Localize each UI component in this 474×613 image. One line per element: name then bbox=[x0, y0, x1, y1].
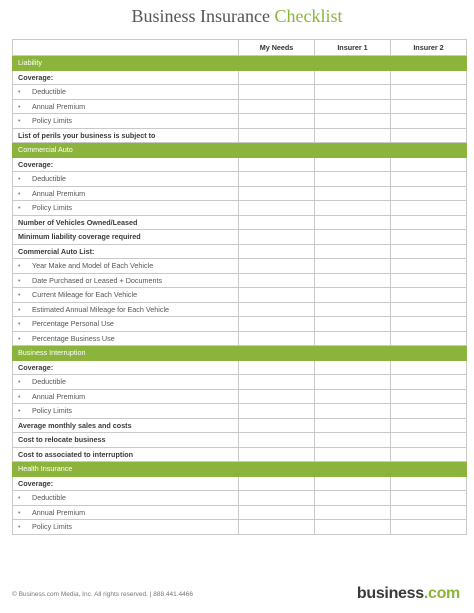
row-label: Year Make and Model of Each Vehicle bbox=[32, 261, 154, 271]
cell-insurer-2[interactable] bbox=[391, 157, 467, 172]
cell-my-needs[interactable] bbox=[239, 418, 315, 433]
section-header-row bbox=[13, 462, 467, 477]
header-cell-blank bbox=[13, 40, 239, 56]
cell-my-needs[interactable] bbox=[239, 433, 315, 448]
table-row bbox=[13, 99, 467, 114]
cell-insurer-1[interactable] bbox=[315, 418, 391, 433]
cell-insurer-2[interactable] bbox=[391, 331, 467, 346]
cell-insurer-2[interactable] bbox=[391, 505, 467, 520]
table-row bbox=[13, 259, 467, 274]
bullet-icon: • bbox=[18, 304, 21, 314]
table-row bbox=[13, 404, 467, 419]
table-row bbox=[13, 520, 467, 535]
row-item bbox=[13, 85, 239, 100]
row-item bbox=[13, 99, 239, 114]
cell-my-needs[interactable] bbox=[239, 215, 315, 230]
table-row bbox=[13, 157, 467, 172]
row-item bbox=[13, 317, 239, 332]
bullet-icon: • bbox=[18, 507, 21, 517]
cell-insurer-1[interactable] bbox=[315, 230, 391, 245]
bullet-icon: • bbox=[18, 101, 21, 111]
cell-insurer-1[interactable] bbox=[315, 447, 391, 462]
bullet-icon: • bbox=[18, 493, 21, 503]
row-item bbox=[13, 259, 239, 274]
row-label: Deductible bbox=[32, 174, 66, 184]
cell-insurer-2[interactable] bbox=[391, 172, 467, 187]
section-label: Commercial Auto bbox=[13, 143, 467, 158]
table-row bbox=[13, 418, 467, 433]
cell-insurer-2[interactable] bbox=[391, 230, 467, 245]
cell-insurer-1[interactable] bbox=[315, 505, 391, 520]
cell-my-needs[interactable] bbox=[239, 230, 315, 245]
cell-insurer-2[interactable] bbox=[391, 99, 467, 114]
cell-insurer-1[interactable] bbox=[315, 244, 391, 259]
cell-insurer-1[interactable] bbox=[315, 172, 391, 187]
title-main: Business Insurance bbox=[131, 6, 270, 26]
table-row bbox=[13, 375, 467, 390]
table-row bbox=[13, 476, 467, 491]
cell-my-needs[interactable] bbox=[239, 360, 315, 375]
cell-my-needs[interactable] bbox=[239, 85, 315, 100]
table-row bbox=[13, 447, 467, 462]
cell-my-needs[interactable] bbox=[239, 491, 315, 506]
footer-copyright: © Business.com Media, Inc. All rights reserved. | 888.441.4466 bbox=[12, 591, 193, 598]
cell-insurer-2[interactable] bbox=[391, 447, 467, 462]
table-row bbox=[13, 389, 467, 404]
row-label: Number of Vehicles Owned/Leased bbox=[13, 215, 239, 230]
table-row bbox=[13, 331, 467, 346]
cell-my-needs[interactable] bbox=[239, 447, 315, 462]
cell-my-needs[interactable] bbox=[239, 186, 315, 201]
cell-insurer-1[interactable] bbox=[315, 404, 391, 419]
row-item bbox=[13, 302, 239, 317]
cell-insurer-2[interactable] bbox=[391, 70, 467, 85]
table-row bbox=[13, 172, 467, 187]
row-label: Cost to relocate business bbox=[13, 433, 239, 448]
cell-my-needs[interactable] bbox=[239, 273, 315, 288]
row-item bbox=[13, 201, 239, 216]
row-item bbox=[13, 389, 239, 404]
header-my-needs: My Needs bbox=[239, 40, 315, 56]
cell-insurer-1[interactable] bbox=[315, 331, 391, 346]
section-header-row bbox=[13, 346, 467, 361]
row-label: Coverage: bbox=[13, 360, 239, 375]
table-row bbox=[13, 215, 467, 230]
cell-insurer-1[interactable] bbox=[315, 186, 391, 201]
logo-main: business bbox=[356, 585, 424, 602]
cell-insurer-1[interactable] bbox=[315, 288, 391, 303]
row-item bbox=[13, 288, 239, 303]
header-insurer-2: Insurer 2 bbox=[391, 40, 467, 56]
row-item bbox=[13, 186, 239, 201]
cell-insurer-2[interactable] bbox=[391, 259, 467, 274]
row-item bbox=[13, 520, 239, 535]
table-row bbox=[13, 491, 467, 506]
row-label: Average monthly sales and costs bbox=[13, 418, 239, 433]
bullet-icon: • bbox=[18, 377, 21, 387]
table-row bbox=[13, 244, 467, 259]
cell-my-needs[interactable] bbox=[239, 128, 315, 143]
bullet-icon: • bbox=[18, 319, 21, 329]
row-item bbox=[13, 505, 239, 520]
table-row bbox=[13, 302, 467, 317]
cell-insurer-1[interactable] bbox=[315, 128, 391, 143]
cell-insurer-2[interactable] bbox=[391, 215, 467, 230]
cell-my-needs[interactable] bbox=[239, 70, 315, 85]
table-row bbox=[13, 288, 467, 303]
cell-my-needs[interactable] bbox=[239, 505, 315, 520]
bullet-icon: • bbox=[18, 333, 21, 343]
row-label: Annual Premium bbox=[32, 101, 86, 111]
cell-insurer-2[interactable] bbox=[391, 85, 467, 100]
bullet-icon: • bbox=[18, 522, 21, 532]
table-row bbox=[13, 114, 467, 129]
bullet-icon: • bbox=[18, 116, 21, 126]
cell-insurer-2[interactable] bbox=[391, 418, 467, 433]
row-label: Minimum liability coverage required bbox=[13, 230, 239, 245]
row-label: Coverage: bbox=[13, 476, 239, 491]
cell-insurer-1[interactable] bbox=[315, 317, 391, 332]
cell-insurer-2[interactable] bbox=[391, 476, 467, 491]
row-label: Estimated Annual Mileage for Each Vehicle bbox=[32, 304, 170, 314]
row-label: Cost to associated to interruption bbox=[13, 447, 239, 462]
checklist-table bbox=[12, 39, 467, 535]
row-item bbox=[13, 404, 239, 419]
row-label: List of perils your business is subject to bbox=[13, 128, 239, 143]
row-label: Deductible bbox=[32, 87, 66, 97]
logo-accent: .com bbox=[423, 585, 460, 602]
cell-insurer-2[interactable] bbox=[391, 375, 467, 390]
cell-my-needs[interactable] bbox=[239, 259, 315, 274]
row-label: Policy Limits bbox=[32, 406, 72, 416]
cell-my-needs[interactable] bbox=[239, 172, 315, 187]
cell-my-needs[interactable] bbox=[239, 331, 315, 346]
cell-insurer-1[interactable] bbox=[315, 114, 391, 129]
bullet-icon: • bbox=[18, 406, 21, 416]
cell-insurer-2[interactable] bbox=[391, 491, 467, 506]
row-label: Annual Premium bbox=[32, 188, 86, 198]
row-label: Percentage Personal Use bbox=[32, 319, 114, 329]
bullet-icon: • bbox=[18, 391, 21, 401]
header-row bbox=[13, 40, 467, 56]
table-row bbox=[13, 273, 467, 288]
cell-insurer-1[interactable] bbox=[315, 433, 391, 448]
cell-insurer-2[interactable] bbox=[391, 244, 467, 259]
cell-insurer-2[interactable] bbox=[391, 302, 467, 317]
section-label: Health Insurance bbox=[13, 462, 467, 477]
bullet-icon: • bbox=[18, 203, 21, 213]
bullet-icon: • bbox=[18, 275, 21, 285]
cell-insurer-1[interactable] bbox=[315, 389, 391, 404]
row-item bbox=[13, 172, 239, 187]
cell-insurer-1[interactable] bbox=[315, 70, 391, 85]
cell-my-needs[interactable] bbox=[239, 244, 315, 259]
table-row bbox=[13, 85, 467, 100]
table-row bbox=[13, 360, 467, 375]
table-row bbox=[13, 128, 467, 143]
cell-insurer-1[interactable] bbox=[315, 215, 391, 230]
cell-insurer-1[interactable] bbox=[315, 259, 391, 274]
row-label: Policy Limits bbox=[32, 522, 72, 532]
cell-my-needs[interactable] bbox=[239, 404, 315, 419]
bullet-icon: • bbox=[18, 87, 21, 97]
cell-insurer-2[interactable] bbox=[391, 317, 467, 332]
table-body bbox=[13, 56, 467, 535]
row-label: Deductible bbox=[32, 493, 66, 503]
cell-insurer-2[interactable] bbox=[391, 360, 467, 375]
table-row bbox=[13, 505, 467, 520]
business-logo bbox=[357, 585, 460, 603]
row-label: Commercial Auto List: bbox=[13, 244, 239, 259]
bullet-icon: • bbox=[18, 174, 21, 184]
bullet-icon: • bbox=[18, 188, 21, 198]
cell-insurer-2[interactable] bbox=[391, 520, 467, 535]
cell-insurer-2[interactable] bbox=[391, 288, 467, 303]
table-row bbox=[13, 317, 467, 332]
cell-my-needs[interactable] bbox=[239, 375, 315, 390]
section-header-row bbox=[13, 143, 467, 158]
cell-my-needs[interactable] bbox=[239, 520, 315, 535]
cell-insurer-1[interactable] bbox=[315, 476, 391, 491]
row-label: Date Purchased or Leased + Documents bbox=[32, 275, 163, 285]
cell-my-needs[interactable] bbox=[239, 157, 315, 172]
cell-my-needs[interactable] bbox=[239, 389, 315, 404]
cell-insurer-1[interactable] bbox=[315, 85, 391, 100]
row-label: Policy Limits bbox=[32, 116, 72, 126]
row-item bbox=[13, 114, 239, 129]
cell-insurer-2[interactable] bbox=[391, 389, 467, 404]
section-header-row bbox=[13, 56, 467, 71]
cell-insurer-1[interactable] bbox=[315, 157, 391, 172]
cell-my-needs[interactable] bbox=[239, 201, 315, 216]
cell-insurer-1[interactable] bbox=[315, 491, 391, 506]
row-label: Annual Premium bbox=[32, 391, 86, 401]
cell-insurer-2[interactable] bbox=[391, 186, 467, 201]
cell-insurer-1[interactable] bbox=[315, 99, 391, 114]
header-insurer-1: Insurer 1 bbox=[315, 40, 391, 56]
cell-insurer-2[interactable] bbox=[391, 404, 467, 419]
cell-my-needs[interactable] bbox=[239, 476, 315, 491]
cell-insurer-1[interactable] bbox=[315, 273, 391, 288]
cell-my-needs[interactable] bbox=[239, 317, 315, 332]
bullet-icon: • bbox=[18, 261, 21, 271]
cell-my-needs[interactable] bbox=[239, 99, 315, 114]
row-label: Current Mileage for Each Vehicle bbox=[32, 290, 138, 300]
cell-insurer-1[interactable] bbox=[315, 201, 391, 216]
row-label: Percentage Business Use bbox=[32, 333, 115, 343]
page-title bbox=[0, 6, 474, 27]
bullet-icon: • bbox=[18, 290, 21, 300]
row-item bbox=[13, 331, 239, 346]
cell-my-needs[interactable] bbox=[239, 288, 315, 303]
cell-insurer-1[interactable] bbox=[315, 375, 391, 390]
cell-insurer-2[interactable] bbox=[391, 128, 467, 143]
cell-insurer-2[interactable] bbox=[391, 273, 467, 288]
cell-insurer-2[interactable] bbox=[391, 114, 467, 129]
cell-insurer-1[interactable] bbox=[315, 520, 391, 535]
row-item bbox=[13, 375, 239, 390]
cell-insurer-1[interactable] bbox=[315, 360, 391, 375]
row-label: Annual Premium bbox=[32, 507, 86, 517]
row-item bbox=[13, 273, 239, 288]
table-row bbox=[13, 433, 467, 448]
cell-my-needs[interactable] bbox=[239, 302, 315, 317]
row-label: Deductible bbox=[32, 377, 66, 387]
table-row bbox=[13, 230, 467, 245]
cell-insurer-2[interactable] bbox=[391, 433, 467, 448]
table-row bbox=[13, 201, 467, 216]
table-row bbox=[13, 186, 467, 201]
row-label: Coverage: bbox=[13, 70, 239, 85]
table-row bbox=[13, 70, 467, 85]
title-accent: Checklist bbox=[274, 6, 343, 26]
row-label: Coverage: bbox=[13, 157, 239, 172]
cell-insurer-2[interactable] bbox=[391, 201, 467, 216]
cell-insurer-1[interactable] bbox=[315, 302, 391, 317]
section-label: Liability bbox=[13, 56, 467, 71]
row-label: Policy Limits bbox=[32, 203, 72, 213]
section-label: Business Interruption bbox=[13, 346, 467, 361]
cell-my-needs[interactable] bbox=[239, 114, 315, 129]
row-item bbox=[13, 491, 239, 506]
